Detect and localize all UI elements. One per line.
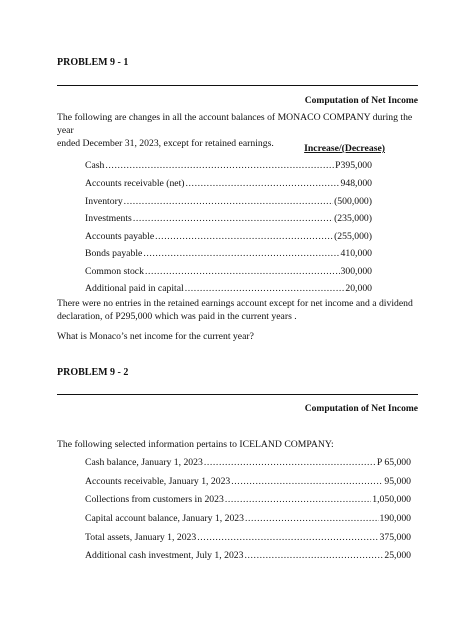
list-item xyxy=(85,476,411,487)
problem1-title: Computation of Net Income xyxy=(304,96,418,106)
item-label: Bonds payable xyxy=(85,248,143,259)
list-item xyxy=(85,248,372,259)
item-value: P395,000 xyxy=(335,160,372,171)
problem1-intro-line2: ended December 31, 2023, except for retained earnings. xyxy=(57,138,274,149)
problem1-column-header: Increase/(Decrease) xyxy=(304,143,385,154)
list-item xyxy=(85,550,411,561)
problem2-heading: PROBLEM 9 - 2 xyxy=(57,367,129,378)
item-value: 410,000 xyxy=(340,248,372,259)
item-label: Additional paid in capital xyxy=(85,283,184,294)
item-label: Investments xyxy=(85,213,132,224)
problem1-note-line2: declaration, of P295,000 which was paid in the current years . xyxy=(57,311,297,322)
problem2-intro: The following selected information pertains to ICELAND COMPANY: xyxy=(57,439,334,450)
problem2-title: Computation of Net Income xyxy=(304,404,418,414)
list-item xyxy=(85,213,372,224)
item-label: Accounts receivable (net) xyxy=(85,178,185,189)
problem2-divider xyxy=(57,394,418,395)
item-value: 25,000 xyxy=(384,550,411,561)
item-value: (500,000) xyxy=(334,196,372,207)
item-label: Capital account balance, January 1, 2023 xyxy=(85,513,244,524)
item-value: (235,000) xyxy=(334,213,372,224)
list-item xyxy=(85,532,411,543)
item-label: Accounts receivable, January 1, 2023 xyxy=(85,476,231,487)
item-value: P 65,000 xyxy=(376,457,411,468)
problem1-question: What is Monaco’s net income for the current year? xyxy=(57,331,254,342)
problem1-note-line1: There were no entries in the retained earnings account except for net income and a dividend xyxy=(57,298,413,309)
problem1-note xyxy=(57,297,427,323)
list-item xyxy=(85,283,372,294)
list-item xyxy=(85,196,372,207)
item-value: 1,050,000 xyxy=(372,494,411,505)
list-item xyxy=(85,231,372,242)
item-label: Common stock xyxy=(85,266,144,277)
item-value: 190,000 xyxy=(379,513,411,524)
item-value: 20,000 xyxy=(345,283,372,294)
item-label: Additional cash investment, July 1, 2023 xyxy=(85,550,244,561)
problem1-intro-line1: The following are changes in all the account balances of MONACO COMPANY during the year xyxy=(57,112,413,136)
item-label: Accounts payable xyxy=(85,231,155,242)
item-label: Cash xyxy=(85,160,105,171)
list-item xyxy=(85,160,372,171)
list-item xyxy=(85,266,372,277)
problem1-divider xyxy=(57,85,418,86)
item-label: Inventory xyxy=(85,196,123,207)
list-item xyxy=(85,178,372,189)
list-item xyxy=(85,494,411,505)
item-value: 375,000 xyxy=(379,532,411,543)
item-value: (255,000) xyxy=(334,231,372,242)
item-label: Total assets, January 1, 2023 xyxy=(85,532,197,543)
item-value: 95,000 xyxy=(384,476,411,487)
problem1-heading: PROBLEM 9 - 1 xyxy=(57,57,129,68)
item-value: 300,000 xyxy=(340,266,372,277)
list-item xyxy=(85,513,411,524)
item-value: 948,000 xyxy=(340,178,372,189)
item-label: Cash balance, January 1, 2023 xyxy=(85,457,203,468)
item-label: Collections from customers in 2023 xyxy=(85,494,224,505)
list-item xyxy=(85,457,411,468)
